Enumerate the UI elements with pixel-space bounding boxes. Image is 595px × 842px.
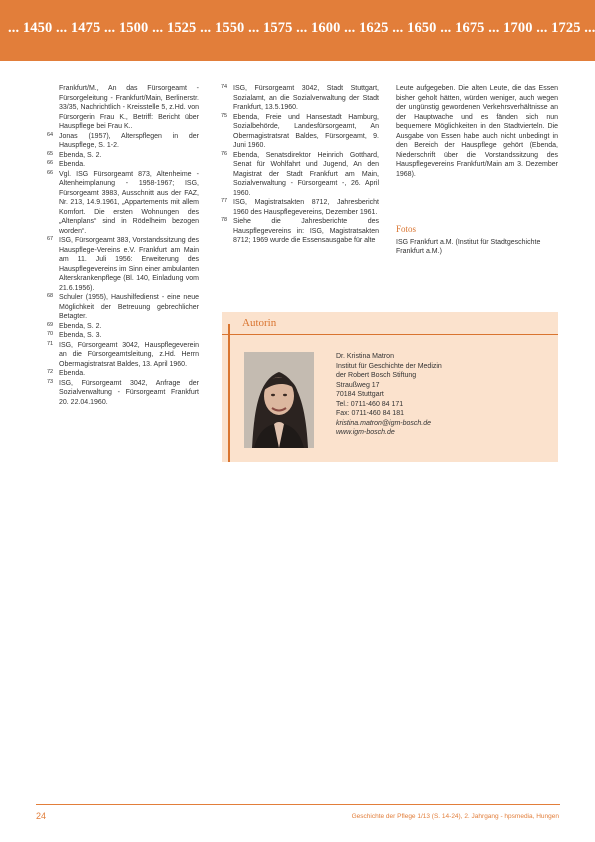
author-email-link[interactable]: kristina.matron@igm-bosch.de xyxy=(336,419,432,427)
footnote-text: Schuler (1955), Haushilfedienst - eine neue Möglichkeit der Betreuung gebrechlicher Betagter. xyxy=(59,294,199,320)
footnote-number: 67 xyxy=(47,236,54,242)
footnote xyxy=(47,331,199,341)
footnote-text: ISG, Fürsorgeamt 383, Vorstandssitzung des Hauspflege-Vereins e.V. Frankfurt am Main am 11. Juli 1956: Erweiterung des Hauspflegevereins im Sinn einer ambulanten Alterskrankenpflege (Bl. 140, Einladung vom 21.6.1956). xyxy=(59,237,199,292)
footnote-text: Ebenda, S. 2. xyxy=(59,322,102,330)
footnote xyxy=(47,151,199,161)
footnote-number: 71 xyxy=(47,340,54,347)
footnote-text: Ebenda, Freie und Hansestadt Hamburg, Sozialbehörde, Landesfürsorgeamt, An Obermagistratsrat Baldes, Fürsorgeamt, 9. Juni 1960. xyxy=(233,113,379,149)
footnote-number: 77 xyxy=(221,198,228,204)
footnote-text: Ebenda, Senatsdirektor Heinrich Gotthard, Senat für Wohlfahrt und Jugend, An den Magistrat der Stadt Frankfurt am Main, Sozialverwaltung - Fürsorgeamt -, 26. April 1960. xyxy=(233,151,379,197)
footer-rule xyxy=(36,804,560,805)
footnotes-column-1 xyxy=(47,84,199,407)
footnote xyxy=(47,170,199,237)
footnote-number: 68 xyxy=(47,293,54,299)
author-institute: Institut für Geschichte der Medizin xyxy=(336,362,442,370)
footnote-number: 76 xyxy=(221,150,228,157)
footnote xyxy=(47,369,199,379)
author-box-rule xyxy=(222,334,558,335)
journal-citation: Geschichte der Pflege 1/13 (S. 14-24), 2. Jahrgang - hpsmedia, Hungen xyxy=(351,813,559,820)
author-fax: Fax: 0711-460 84 181 xyxy=(336,410,404,417)
footnote-text: Frankfurt/M., An das Fürsorgeamt - Fürsorgeleitung - Frankfurt/Main, Berlinerstr. 33/35, Nachrichtlich - Kreisstelle 5, z.Hd. von Fürsorgerin Frau K., Betriff: Bericht über Hauspflege bei Frau K.. xyxy=(59,85,199,130)
footnote-number: 70 xyxy=(47,331,54,337)
author-heading: Autorin xyxy=(242,317,277,329)
author-photo xyxy=(244,352,314,448)
footnote-number: 64 xyxy=(47,131,54,138)
timeline-header-text: ... 1450 ... 1475 ... 1500 ... 1525 ... 1550 ... 1575 ... 1600 ... 1625 ... 1650 ... 1675 ... 1700 ... 1725 ... xyxy=(8,20,595,36)
author-foundation: der Robert Bosch Stiftung xyxy=(336,372,417,379)
footnote xyxy=(221,113,379,151)
timeline-header-bar xyxy=(0,0,595,61)
author-name: Dr. Kristina Matron xyxy=(336,353,394,360)
footnote-text: ISG, Magistratsakten 8712, Jahresbericht 1960 des Hauspflegevereins, Dezember 1961. xyxy=(233,199,379,216)
footnote-text: ISG, Fürsorgeamt 3042, Hauspflegeverein an die Fürsorgeamtsleitung, z.Hd. Herrn Obermagistratsrat Baldes, 13. April 1960. xyxy=(59,341,199,368)
footnote-number: 66 xyxy=(47,160,54,166)
footnote-text: Ebenda. xyxy=(59,370,86,377)
footnote xyxy=(47,322,199,332)
footnote xyxy=(221,84,379,113)
footnote xyxy=(221,217,379,246)
footnote xyxy=(47,132,199,151)
fotos-credit xyxy=(396,238,558,257)
author-phone: Tel.: 0711-460 84 171 xyxy=(336,400,404,408)
footnotes-column-2 xyxy=(221,84,379,246)
footnote-number: 78 xyxy=(221,217,228,223)
author-city: 70184 Stuttgart xyxy=(336,391,384,398)
footnote-continuation xyxy=(47,84,199,132)
author-box-vertical-rule xyxy=(228,324,230,462)
footnote-number: 74 xyxy=(221,84,228,90)
footnote-continuation: Leute aufgegeben. Die alten Leute, die das Essen bisher geholt hätten, würden weniger, auch wegen der ungünstig gewordenen Verkehrsverhältnisse an der Hauptwache und es fänden sich nun bequemere Möglichkeiten in den Stadtvierteln. Die Ausgabe von Essen habe auch nicht unbedingt in den Bereich der Hauspflege gehört (Ebenda, Niederschrift über die Vorstandssitzung des Hauspflegevereins Frankfurt/Main am 3. Dezember 1968). xyxy=(396,85,558,178)
footnote-number: 72 xyxy=(47,369,54,375)
footnote-text: Vgl. ISG Fürsorgeamt 873, Altenheime - Altenheimplanung - 1958-1967; ISG, Fürsorgeamt 3983, Ausschnitt aus der FAZ, Nr. 213, 14.9.1961, „Appartements mit allem Komfort. Die ersten Wohnungen des „Altenplans“ sind in Rödelheim bezogen worden“. xyxy=(59,170,199,235)
footnote xyxy=(47,293,199,322)
page-number: 24 xyxy=(36,811,47,821)
author-portrait-image xyxy=(244,352,314,448)
footnote-text: Jonas (1957), Alterspflegen in der Hauspflege, S. 1-2. xyxy=(59,132,199,149)
fotos-credit-text: ISG Frankfurt a.M. (Institut für Stadtgeschichte Frankfurt a.M.) xyxy=(396,238,541,255)
footnote-number: 69 xyxy=(47,321,54,328)
footnote-number: 65 xyxy=(47,150,54,157)
footnote-text: ISG, Fürsorgeamt 3042, Anfrage der Sozialverwaltung - Fürsorgeamt Frankfurt 20. 22.04.1960. xyxy=(59,379,199,406)
footnote xyxy=(47,160,199,170)
footnote-text: Siehe die Jahresberichte des Hauspflegevereins in: ISG, Magistratsakten 8712; 1969 wurde die Essensausgabe für alte xyxy=(233,218,379,244)
author-contact xyxy=(336,352,442,438)
footnote-text: ISG, Fürsorgeamt 3042, Stadt Stuttgart, Sozialamt, an die Sozialverwaltung der Stadt Frankfurt, 13.5.1960. xyxy=(233,85,379,111)
footnote xyxy=(47,379,199,408)
footnote xyxy=(47,236,199,293)
fotos-heading: Fotos xyxy=(396,224,417,234)
footnote-number: 73 xyxy=(47,378,54,385)
footnote-text: Ebenda, S. 2. xyxy=(59,151,102,159)
footnote-text: Ebenda. xyxy=(59,161,86,168)
footnote xyxy=(221,198,379,217)
footnote xyxy=(47,341,199,370)
author-website-link[interactable]: www.igm-bosch.de xyxy=(336,429,395,436)
author-street: Straußweg 17 xyxy=(336,381,380,389)
footnote xyxy=(221,151,379,199)
footnotes-column-3 xyxy=(396,84,558,257)
footnote-number: 75 xyxy=(221,112,228,119)
footnote-number: 66 xyxy=(47,169,54,176)
footnote-text: Ebenda, S. 3. xyxy=(59,332,102,339)
